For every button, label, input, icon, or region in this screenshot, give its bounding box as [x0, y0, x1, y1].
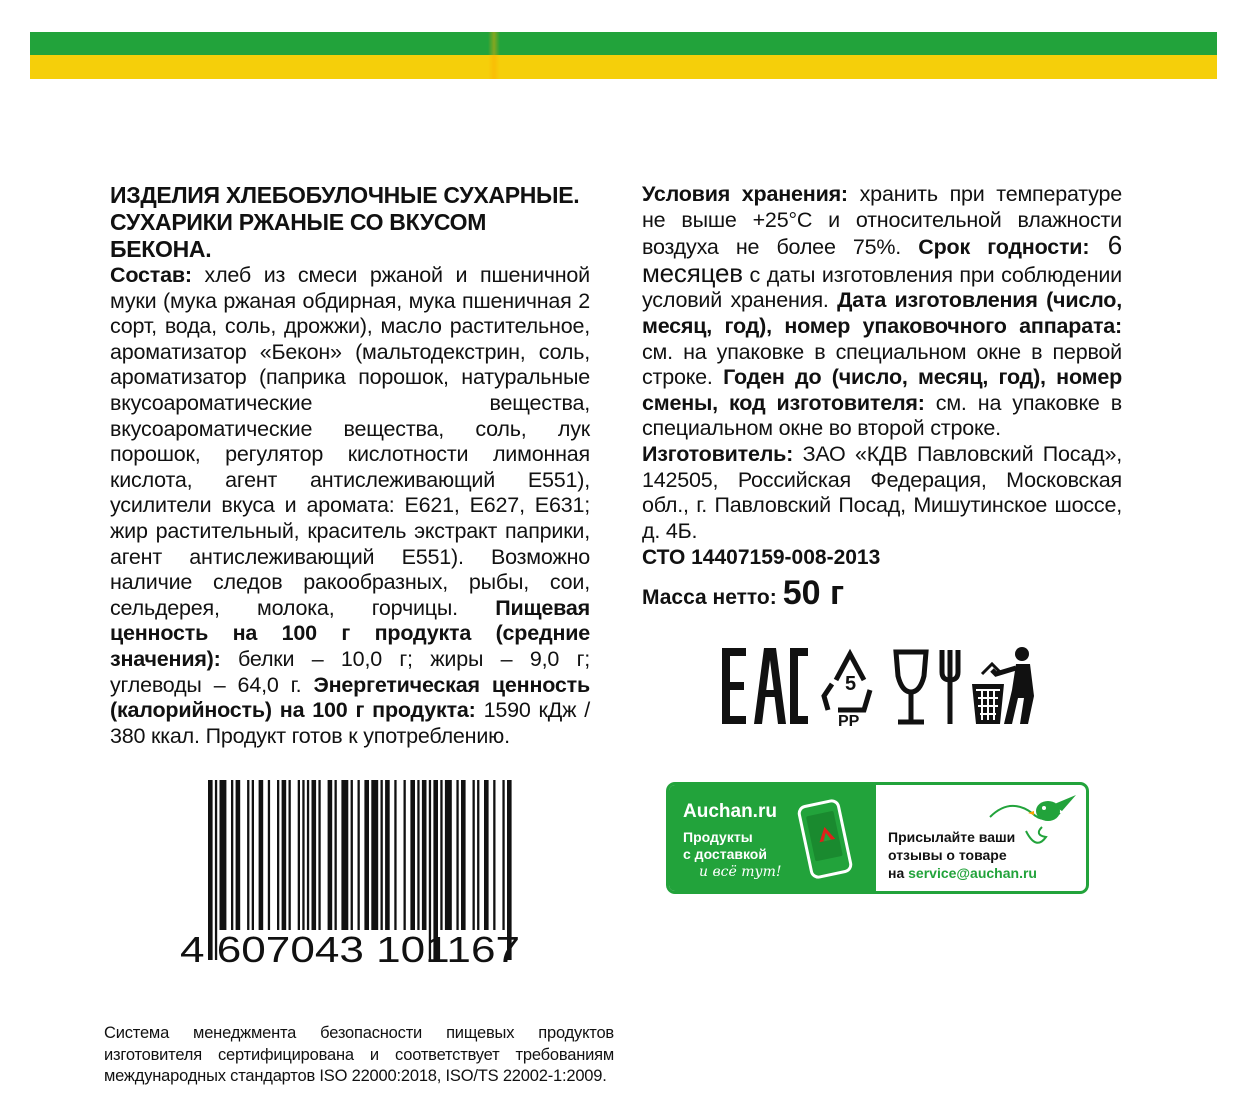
- shelf-life-label: Срок годности:: [918, 235, 1090, 260]
- certification-note-text: Система менеджмента безопасности пищевых продуктов изготовителя сертифицирована и соответствует требованиям международных стандартов ISO 22000:2018, ISO/TS 22002-1:2009.: [104, 1024, 614, 1085]
- net-mass: [642, 574, 844, 613]
- product-title-line2: СУХАРИКИ РЖАНЫЕ СО ВКУСОМ БЕКОНА.: [110, 209, 487, 262]
- barcode-bar: [493, 780, 495, 930]
- manufacturer-label: Изготовитель:: [642, 441, 794, 466]
- barcode-bar: [410, 780, 415, 930]
- top-stripe-yellow: [30, 55, 1217, 79]
- stripe-accent: [488, 32, 500, 79]
- production-date-label: Дата изготовления (число, месяц, год), номер упаковочного аппарата:: [642, 288, 1122, 338]
- best-before-text: см. на упаковке в специальном окне во второй строке.: [642, 390, 1122, 441]
- recycle-code: PP: [838, 713, 860, 730]
- barcode-bar: [473, 780, 475, 930]
- barcode: [178, 778, 528, 968]
- auchan-promo-panel: [669, 785, 876, 891]
- shelf-life-value: 6 месяцев: [642, 230, 1122, 288]
- top-stripe-green: [30, 32, 1217, 55]
- barcode-bar: [268, 780, 270, 930]
- barcode-bar: [456, 780, 458, 930]
- barcode-bar: [371, 780, 378, 930]
- barcode-bar: [484, 780, 489, 930]
- composition-label: Состав:: [110, 263, 192, 287]
- promo-line2: с доставкой: [683, 846, 767, 862]
- marks-svg: [720, 640, 1050, 730]
- barcode-bar: [259, 780, 264, 930]
- net-mass-value: 50 г: [782, 574, 845, 612]
- feedback-email-line: [888, 865, 1037, 881]
- barcode-bar: [335, 780, 337, 930]
- barcode-bar: [461, 780, 466, 930]
- auchan-badge: [666, 782, 1089, 894]
- barcode-bar: [445, 780, 452, 930]
- promo-line1: Продукты: [683, 829, 753, 845]
- barcode-graphic: [178, 778, 528, 968]
- feedback-email[interactable]: service@auchan.ru: [908, 865, 1037, 881]
- manufacturer-text: ЗАО «КДВ Павловский Посад», 142505, Российская Федерация, Московская обл., г. Павловский Посад, Мишутинское шоссе, д. 4Б.: [642, 441, 1122, 543]
- recycle-number: 5: [845, 673, 857, 695]
- barcode-bar: [282, 780, 287, 930]
- barcode-bar: [341, 780, 348, 930]
- feedback-line1: Присылайте ваши: [888, 829, 1016, 845]
- certification-note: [104, 1023, 614, 1088]
- energy-text: 1590 кДж / 380 ккал. Продукт готов к употреблению.: [110, 698, 590, 748]
- barcode-bar: [298, 780, 300, 930]
- barcode-bar: [236, 780, 241, 930]
- feedback-line2: отзывы о товаре: [888, 847, 1007, 863]
- barcode-digits: 4 607043 101167: [180, 929, 520, 968]
- production-date-text: см. на упаковке в специальном окне в первой строке.: [642, 339, 1122, 390]
- storage-text: хранить при температуре не выше +25°С и относительной влажности воздуха не более 75%.: [642, 182, 1123, 260]
- barcode-bar: [422, 780, 427, 930]
- composition-text: хлеб из смеси ржаной и пшеничной муки (мука ржаная обдирная, мука пшеничная 2 сорт, вода, соль, дрожжи), масло растительное, ароматизатор «Бекон» (мальтодекстрин, соль, ароматизатор (паприка порошок, натуральные вкусоароматические вещества, вкусоароматические вещества, соль, лук порошок, регулятор кислотности лимонная кислота, агент антислеживающий Е551), усилители вкуса и аромата: Е621, Е627, Е631; жир растительный, краситель экстракт паприки, агент антислеживающий Е551). Возможно наличие следов ракообразных, рыбы, сои, сельдерея, молока, горчицы.: [110, 263, 590, 620]
- barcode-bar: [277, 780, 279, 930]
- barcode-bar: [252, 780, 254, 930]
- best-before-label: Годен до (число, месяц, год), номер смены, код изготовителя:: [642, 365, 1123, 415]
- barcode-bar: [351, 780, 353, 930]
- barcode-bar: [404, 780, 406, 930]
- energy-label: Энергетическая ценность (калорийность) на 100 г продукта:: [110, 672, 590, 723]
- nutrition-text: белки – 10,0 г; жиры – 9,0 г; углеводы – 64,0 г.: [110, 646, 590, 697]
- barcode-bar: [381, 780, 383, 930]
- composition-paragraph: [110, 263, 590, 749]
- food-safe-icon: [896, 650, 958, 724]
- product-title-line1: ИЗДЕЛИЯ ХЛЕБОБУЛОЧНЫЕ СУХАРНЫЕ.: [110, 182, 580, 208]
- barcode-bar: [394, 780, 396, 930]
- barcode-bar: [477, 780, 479, 930]
- tidyman-icon: [972, 647, 1034, 724]
- barcode-bar: [289, 780, 291, 930]
- shelf-life-text: с даты изготовления при соблюдении условий хранения.: [642, 262, 1122, 313]
- standard-code: СТО 14407159-008-2013: [642, 546, 881, 569]
- promo-line3: и всё тут!: [699, 864, 782, 880]
- auchan-site: Auchan.ru: [683, 801, 777, 822]
- eac-icon: [722, 648, 808, 724]
- storage-paragraph: [642, 182, 1122, 544]
- barcode-bar: [417, 780, 419, 930]
- barcode-bar: [385, 780, 390, 930]
- storage-block: [642, 182, 1122, 544]
- storage-label: Условия хранения:: [642, 182, 848, 206]
- barcode-bar: [328, 780, 333, 930]
- smartphone-icon: [797, 799, 857, 879]
- barcode-bar: [231, 780, 233, 930]
- net-mass-label: Масса нетто:: [642, 586, 777, 609]
- barcode-bar: [307, 780, 309, 930]
- barcode-bar: [302, 780, 304, 930]
- barcode-bar: [358, 780, 360, 930]
- feedback-prefix: на: [888, 865, 909, 881]
- barcode-bar: [318, 780, 320, 930]
- certification-marks: [720, 640, 1050, 730]
- barcode-bar: [440, 780, 442, 930]
- barcode-bar: [220, 780, 227, 930]
- nutrition-label: Пищевая ценность на 100 г продукта (средние значения):: [110, 595, 590, 671]
- barcode-bar: [312, 780, 317, 930]
- barcode-bar: [502, 780, 504, 930]
- barcode-bar: [364, 780, 369, 930]
- ingredients-block: [110, 182, 590, 749]
- feedback-panel: [876, 785, 1086, 891]
- barcode-bar: [247, 780, 249, 930]
